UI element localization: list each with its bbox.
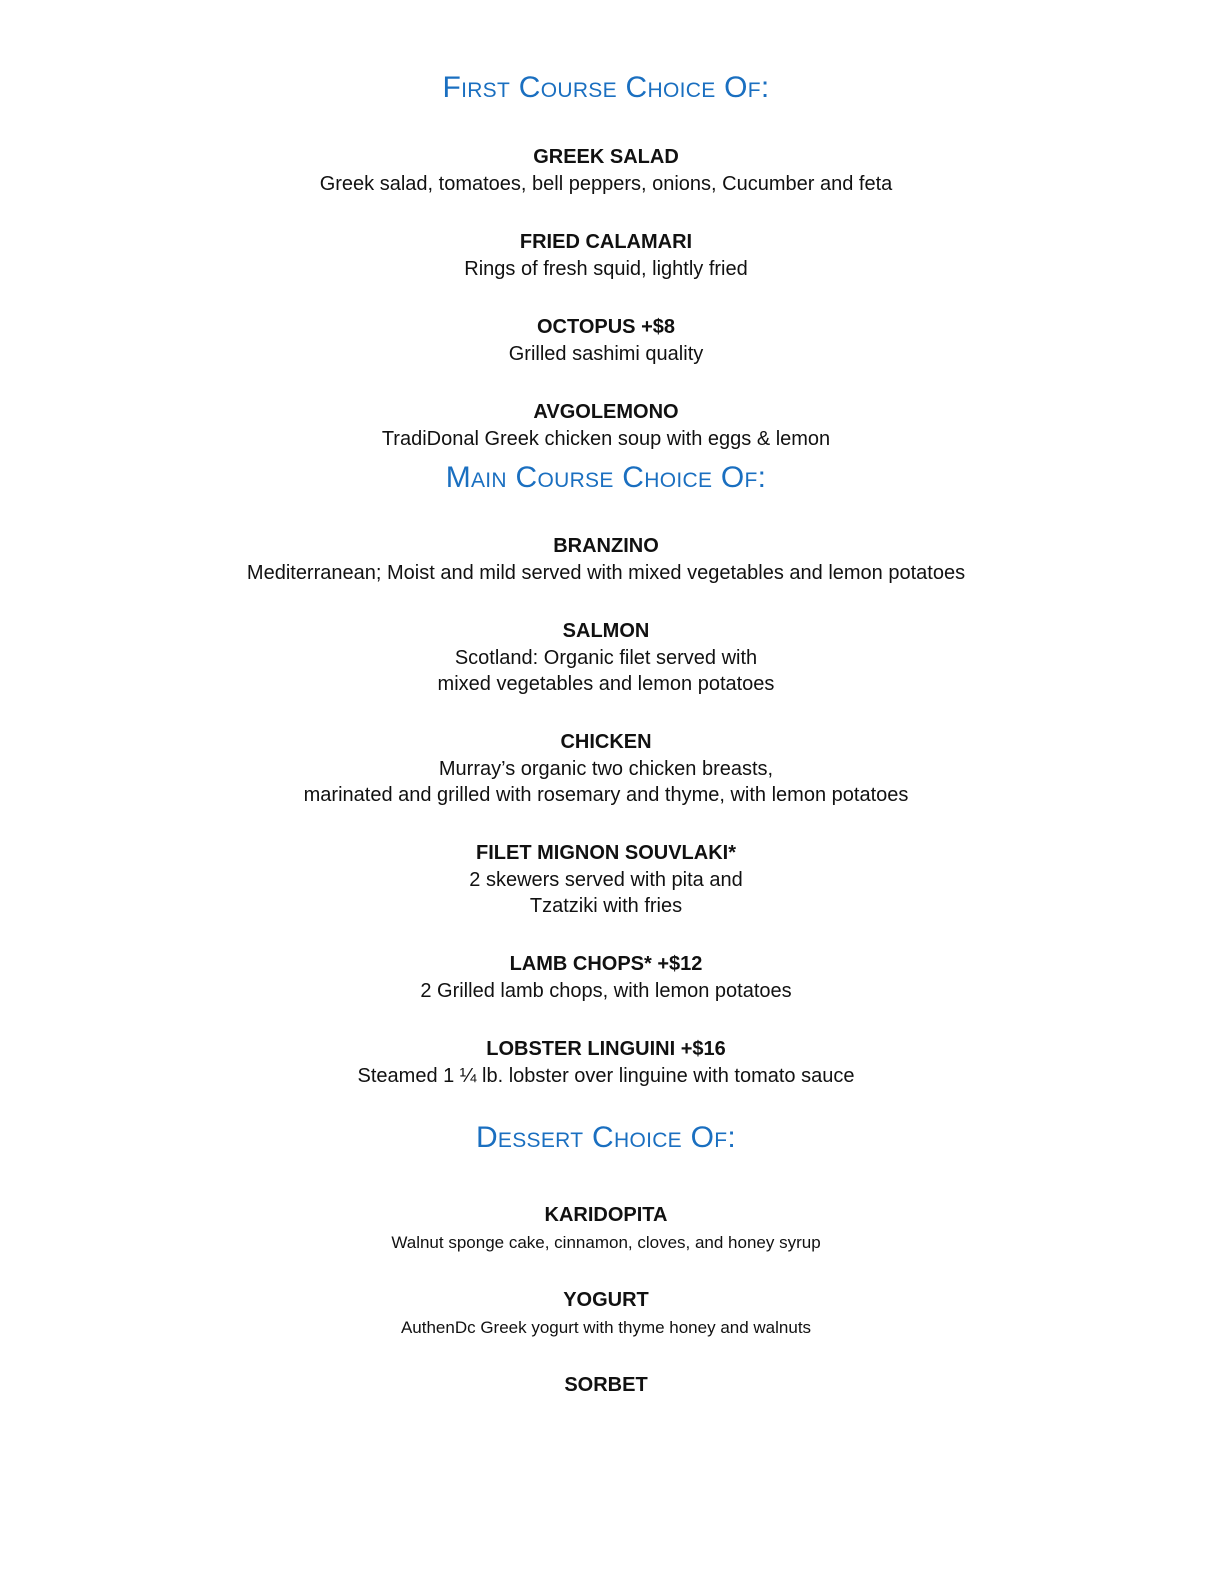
item-name: AVGOLEMONO bbox=[533, 401, 679, 423]
menu-item-lamb-chops bbox=[0, 951, 1212, 1004]
item-name: SORBET bbox=[564, 1374, 648, 1396]
dessert-heading: Dessert Choice Of: bbox=[475, 1121, 737, 1154]
item-description: Grilled sashimi quality bbox=[508, 343, 704, 365]
main-course-heading: Main Course Choice Of: bbox=[445, 461, 767, 494]
item-description: Steamed 1 ¼ lb. lobster over linguine with tomato sauce bbox=[357, 1065, 855, 1087]
item-description: Murray’s organic two chicken breasts, marinated and grilled with rosemary and thyme, with lemon potatoes bbox=[303, 758, 909, 806]
menu-item-sorbet bbox=[0, 1372, 1212, 1399]
item-description: Mediterranean; Moist and mild served with mixed vegetables and lemon potatoes bbox=[246, 562, 966, 584]
menu-item-karidopita bbox=[0, 1202, 1212, 1257]
menu-item-avgolemono bbox=[0, 399, 1212, 452]
item-name: KARIDOPITA bbox=[544, 1204, 668, 1226]
item-name: FILET MIGNON SOUVLAKI* bbox=[476, 842, 736, 864]
menu-item-lobster-linguini bbox=[0, 1036, 1212, 1089]
item-description: Greek salad, tomatoes, bell peppers, onions, Cucumber and feta bbox=[319, 173, 893, 195]
menu-item-branzino bbox=[0, 533, 1212, 586]
first-course-heading: First Course Choice Of: bbox=[442, 71, 770, 104]
item-name: OCTOPUS +$8 bbox=[536, 316, 676, 338]
item-description: AuthenDc Greek yogurt with thyme honey and walnuts bbox=[400, 1318, 812, 1337]
item-description: Scotland: Organic filet served with mixed vegetables and lemon potatoes bbox=[437, 647, 775, 695]
item-name: LOBSTER LINGUINI +$16 bbox=[486, 1038, 726, 1060]
menu-item-fried-calamari bbox=[0, 229, 1212, 282]
item-name: SALMON bbox=[562, 620, 650, 642]
menu-item-octopus bbox=[0, 314, 1212, 367]
item-name: FRIED CALAMARI bbox=[519, 231, 693, 253]
menu-item-yogurt bbox=[0, 1287, 1212, 1342]
item-description: Rings of fresh squid, lightly fried bbox=[464, 258, 748, 280]
menu-item-salmon bbox=[0, 618, 1212, 697]
menu-item-filet-mignon-souvlaki bbox=[0, 840, 1212, 919]
item-name: BRANZINO bbox=[553, 535, 659, 557]
menu-item-greek-salad bbox=[0, 144, 1212, 197]
menu-item-chicken bbox=[0, 729, 1212, 808]
item-description: 2 Grilled lamb chops, with lemon potatoes bbox=[420, 980, 792, 1002]
item-name: LAMB CHOPS* +$12 bbox=[509, 953, 703, 975]
item-name: GREEK SALAD bbox=[533, 146, 679, 168]
item-description: 2 skewers served with pita and Tzatziki with fries bbox=[469, 869, 743, 917]
item-name: YOGURT bbox=[563, 1289, 649, 1311]
item-description: Walnut sponge cake, cinnamon, cloves, and honey syrup bbox=[391, 1233, 821, 1252]
item-description: TradiDonal Greek chicken soup with eggs & lemon bbox=[381, 428, 831, 450]
item-name: CHICKEN bbox=[560, 731, 652, 753]
